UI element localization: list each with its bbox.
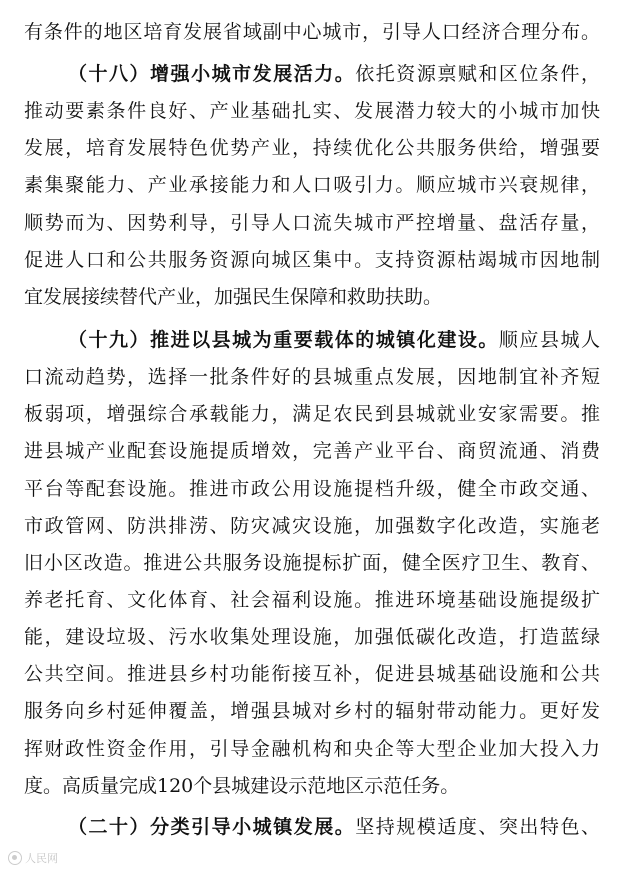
text-line: 度。高质量完成120个县城建设示范地区示范任务。	[24, 775, 460, 797]
text-line: 市政管网、防洪排涝、防灾减灾设施，加强数字化改造，实施老	[24, 515, 600, 537]
text-line: 推动要素条件良好、产业基础扎实、发展潜力较大的小城市加快	[24, 100, 600, 122]
text-line: 能，建设垃圾、污水收集处理设施，加强低碳化改造，打造蓝绿	[24, 626, 600, 648]
watermark	[8, 850, 58, 866]
section-20-heading: （二十）分类引导小城镇发展。	[68, 816, 356, 838]
text-line: 进县城产业配套设施提质增效，完善产业平台、商贸流通、消费	[24, 440, 600, 462]
text-line: 板弱项，增强综合承载能力，满足农民到县城就业安家需要。推	[24, 403, 600, 425]
text-line: 挥财政性资金作用，引导金融机构和央企等大型企业加大投入力	[24, 738, 600, 760]
watermark-text: 人民网	[25, 852, 58, 865]
text-line: 养老托育、文化体育、社会福利设施。推进环境基础设施提级扩	[24, 589, 600, 611]
text-span: 顺应县城人	[498, 329, 600, 351]
text-line: 顺势而为、因势利导，引导人口流失城市严控增量、盘活存量，	[24, 212, 600, 234]
section-20-first-line	[68, 813, 600, 845]
section-19-first-line	[68, 326, 600, 358]
text-line: 宜发展接续替代产业，加强民生保障和救助扶助。	[24, 286, 443, 308]
section-19-heading: （十九）推进以县城为重要载体的城镇化建设。	[68, 329, 499, 351]
text-line: 平台等配套设施。推进市政公用设施提档升级，健全市政交通、	[24, 478, 600, 500]
text-line: 公共空间。推进县乡村功能衔接互补，促进县城基础设施和公共	[24, 663, 600, 685]
text-line: 有条件的地区培育发展省域副中心城市，引导人口经济合理分布。	[24, 21, 600, 43]
section-18-heading: （十八）增强小城市发展活力。	[68, 63, 356, 85]
text-line: 口流动趋势，选择一批条件好的县城重点发展，因地制宜补齐短	[24, 366, 600, 388]
text-line: 服务向乡村延伸覆盖，增强县城对乡村的辐射带动能力。更好发	[24, 700, 600, 722]
text-span: 依托资源禀赋和区位条件，	[355, 63, 600, 85]
watermark-logo-icon	[8, 851, 22, 865]
text-line: 旧小区改造。推进公共服务设施提标扩面，健全医疗卫生、教育、	[24, 552, 600, 574]
text-line: 促进人口和公共服务资源向城区集中。支持资源枯竭城市因地制	[24, 249, 600, 271]
text-line: 素集聚能力、产业承接能力和人口吸引力。顺应城市兴衰规律，	[24, 174, 600, 196]
text-span: 坚持规模适度、突出特色、	[355, 816, 600, 838]
section-18-first-line	[68, 60, 600, 92]
text-line: 发展，培育发展特色优势产业，持续优化公共服务供给，增强要	[24, 137, 600, 159]
